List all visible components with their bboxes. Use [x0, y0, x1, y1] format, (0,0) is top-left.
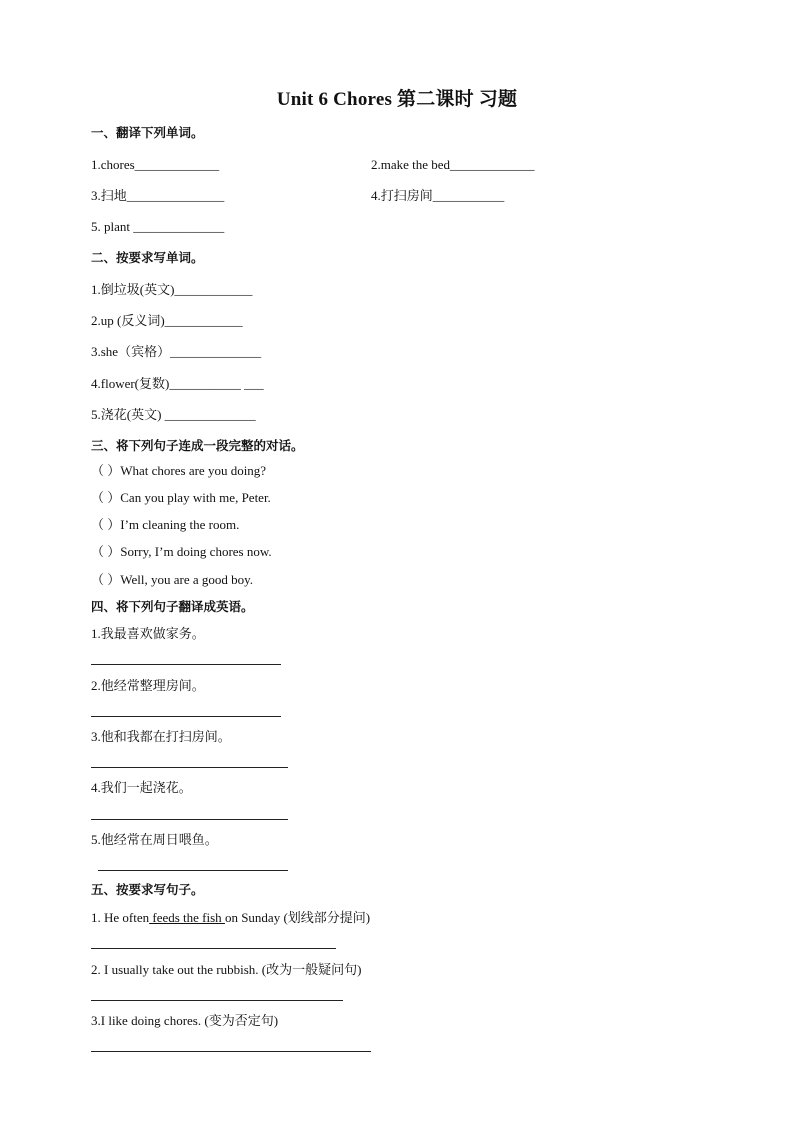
s4-answer-line-5[interactable] [98, 870, 288, 871]
s4-item-4: 4.我们一起浇花。 [91, 780, 192, 795]
s5-item-1 [91, 909, 370, 927]
s1-item-5: 5. plant ______________ [91, 219, 225, 234]
s5-item-1-before: 1. He often [91, 910, 150, 925]
s5-answer-line-1[interactable] [91, 948, 336, 949]
s1-item-2: 2.make the bed_____________ [371, 157, 535, 172]
s2-item-3: 3.she（宾格）______________ [91, 344, 262, 359]
s3-item-4: （ ）Sorry, I’m doing chores now. [91, 544, 272, 559]
s5-item-2: 2. I usually take out the rubbish. (改为一般疑问句) [91, 962, 362, 977]
section5-heading: 五、按要求写句子。 [91, 882, 204, 897]
s2-item-1: 1.倒垃圾(英文)____________ [91, 282, 253, 297]
s1-item-3: 3.扫地_______________ [91, 188, 225, 203]
section2-heading: 二、按要求写单词。 [91, 250, 204, 265]
s2-item-5: 5.浇花(英文) ______________ [91, 407, 256, 422]
s4-item-3: 3.他和我都在打扫房间。 [91, 729, 231, 744]
s5-item-1-underlined: feeds the fish [149, 910, 225, 925]
s2-item-2: 2.up (反义词)____________ [91, 313, 243, 328]
s2-item-4: 4.flower(复数)___________ ___ [91, 376, 264, 391]
s3-item-5: （ ）Well, you are a good boy. [91, 572, 254, 587]
s5-answer-line-3[interactable] [91, 1051, 371, 1052]
s4-answer-line-1[interactable] [91, 664, 281, 665]
s4-item-1: 1.我最喜欢做家务。 [91, 626, 205, 641]
s4-answer-line-3[interactable] [91, 767, 288, 768]
s1-item-1: 1.chores_____________ [91, 157, 220, 172]
section4-heading: 四、将下列句子翻译成英语。 [91, 599, 254, 614]
s3-item-3: （ ）I’m cleaning the room. [91, 517, 240, 532]
section1-heading: 一、翻译下列单词。 [91, 125, 204, 140]
s4-item-2: 2.他经常整理房间。 [91, 678, 205, 693]
section3-heading: 三、将下列句子连成一段完整的对话。 [91, 438, 304, 453]
s1-item-4: 4.打扫房间___________ [371, 188, 505, 203]
s4-answer-line-2[interactable] [91, 716, 281, 717]
s5-item-3: 3.I like doing chores. (变为否定句) [91, 1013, 279, 1028]
s5-answer-line-2[interactable] [91, 1000, 343, 1001]
page-title: Unit 6 Chores 第二课时 习题 [276, 89, 518, 110]
s3-item-1: （ ）What chores are you doing? [91, 463, 267, 478]
s3-item-2: （ ）Can you play with me, Peter. [91, 490, 271, 505]
s5-item-1-after: on Sunday (划线部分提问) [224, 910, 371, 925]
s4-item-5: 5.他经常在周日喂鱼。 [91, 832, 218, 847]
s4-answer-line-4[interactable] [91, 819, 288, 820]
